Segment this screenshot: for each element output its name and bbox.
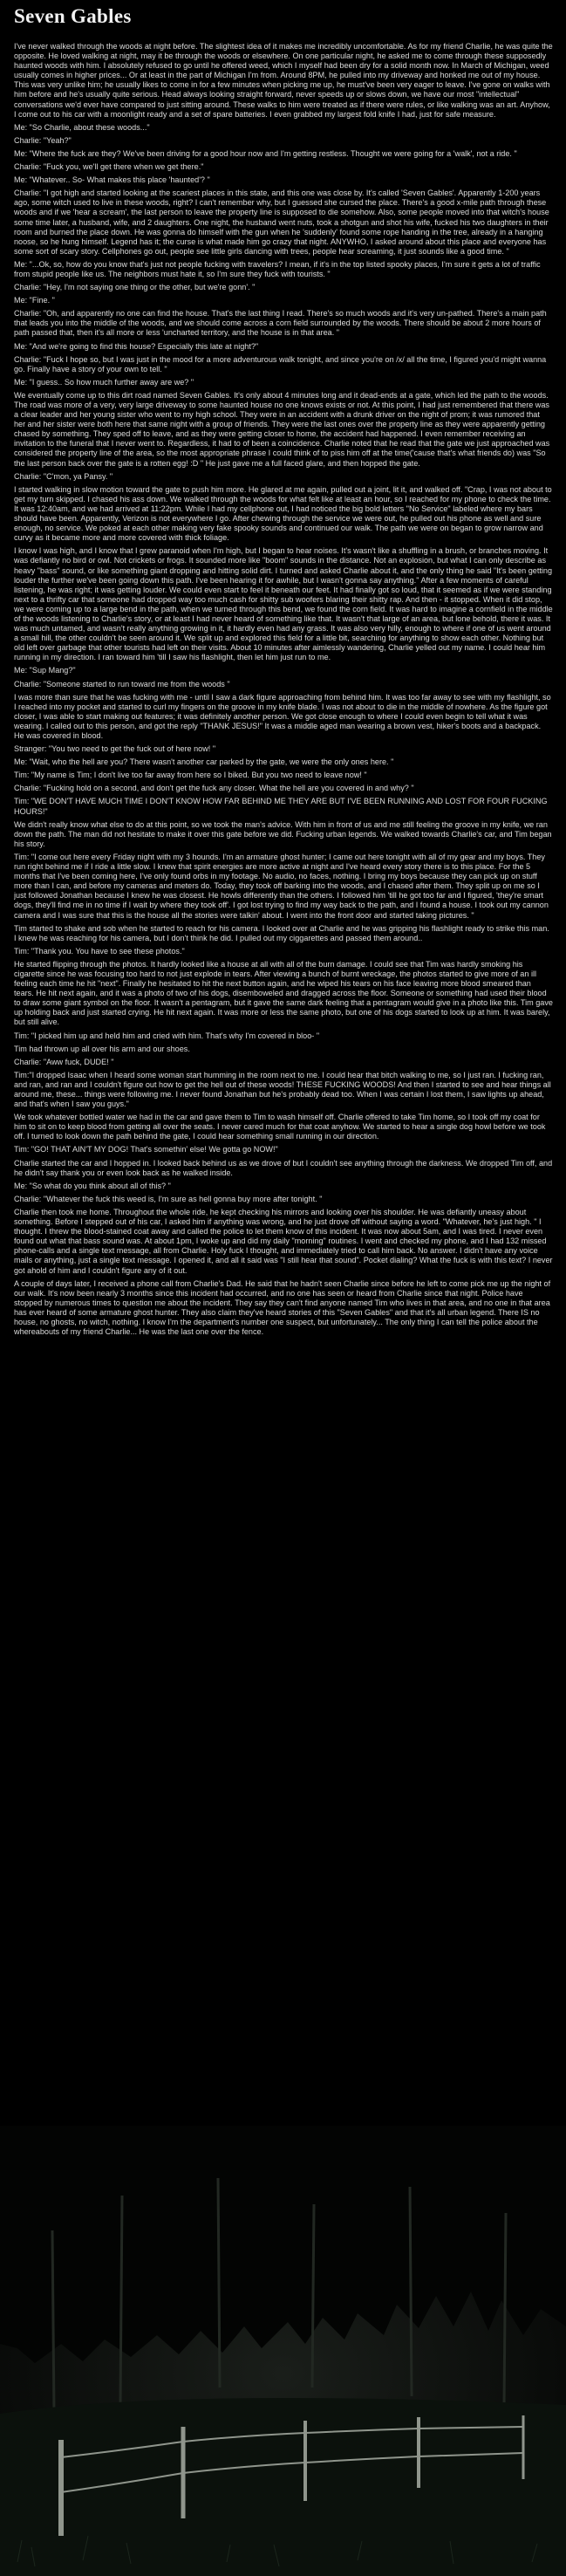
story-paragraph: Charlie: "Fuck I hope so, but I was just in the mood for a more adventurous walk tonight, and since you're on /x/ all the time, I figured you'd might wanna go. Finally have a story of your own to tell. " xyxy=(14,354,547,373)
story-paragraph: Me: "...Ok, so, how do you know that's just not people fucking with travelers? I mean, if it's in the top listed spooky places, I'm sure it gets a lot of traffic from stupid people like us. The neighbors must hate it, so I'm sure they fuck with tourists. " xyxy=(14,259,541,278)
story-title: Seven Gables xyxy=(14,5,132,27)
story-paragraph: Me: "Where the fuck are they? We've been driving for a good hour now and I'm getting restless. Thought we were going for a 'walk', not a ride. " xyxy=(14,148,517,158)
story-paragraph: Me: "Sup Mang?" xyxy=(14,666,76,675)
story-paragraph: Charlie: "Aww fuck, DUDE! " xyxy=(14,1057,114,1066)
story-body xyxy=(14,42,553,2112)
story-paragraph: Me: "Wait, who the hell are you? There wasn't another car parked by the gate, we were the only ones here. " xyxy=(14,757,394,767)
story-paragraph: Charlie: "Fucking hold on a second, and don't get the fuck any closer. What the hell are you covered in and why? " xyxy=(14,784,414,793)
story-paragraph: A couple of days later, I received a phone call from Charlie's Dad. He said that he hadn't seen Charlie since before he left to come pick me up the night of our walk. It's now been nearly 3 months since this incident had occurred, and no one has seen or heard from Charlie since that night. Police have stopped by numerous times to question me about the incident. They say they can't find anyone named Tim who lives in that area, and no one in that area has ever heard of some armature ghost hunter. They also claim they've heard stories of this "Seven Gables" and that it's all urban legend. There IS no house, no ghosts, no witch, nothing. I know I'm the department's number one suspect, but unfortunately... The only thing I can tell the police about the whereabouts of my friend Charlie... He was the last one over the fence. xyxy=(14,1278,551,1337)
story-paragraph: Charlie: "C'mon, ya Pansy. " xyxy=(14,471,113,481)
story-paragraph: Tim started to shake and sob when he started to reach for his camera. I looked over at Charlie and he was gripping his flashlight ready to strike this man. I knew he was reaching for his camera, but I don't think he did. I pulled out my ciggarettes and passed them around.. xyxy=(14,923,549,942)
story-paragraph: We eventually come up to this dirt road named Seven Gables. It's only about 4 minutes long and it dead-ends at a gate, which led the path to the woods. The road was more of a very, very large driveway to some haunted house no one knows exists or not. At this point, I had just remembered that there was a clear leader and her young sister who went to my high school. They were in an accident with a drunk driver on the night of prom; it was rumored that her and her sister were both here that same night with a group of friends. They were the last ones over the property line as they were apparently getting chased by something. They sped off to leave, and as they were getting closer to home, the accident had happened. I even remember receiving an invitation to the funeral that I never went to. Regardless, it had to of been a coincidence. Charlie noted that he read that the gate we just approached was considered the property line of the area, so the most appropriate phrase I could think of to piss him off at the time('cause that's what friends do) was "So the last person back over the gate is a rotten egg! :D " He just gave me a full faced glare, and then hopped the gate. xyxy=(14,390,550,468)
story-paragraph: Charlie: "I got high and started looking at the scariest places in this state, and this one was close by. It's called 'Seven Gables'. Apparently 1-200 years ago, some witch used to live in these woods, right? I can't remember why, but I guessed she cursed the place. There's a good x-mile path through these woods and if we 'hear a scream', the last person to leave the property line is supposed to die somehow. Also, some people moved into that witch's house some time later, a husband, wife, and 2 daughters. One night, the husband went nuts, took a shotgun and shot his wife, fucked his two daughters in their room and burned the place down. He was gonna do himself with the gun when he 'suddenly' found some rope handing in the tree, already in a hanging noose, so he hung himself. Legend has it; the curse is what made him go crazy that night. ANYWHO, I asked around about this place and everyone has some sort of scary story. Cellphones go out, people see little girls dancing with trees, people hear screaming, it just sounds like a good time. " xyxy=(14,188,549,256)
story-paragraph: Charlie: "Yeah?" xyxy=(14,135,72,145)
story-paragraph: Tim had thrown up all over his arm and our shoes. xyxy=(14,1044,190,1053)
story-paragraph: Charlie: "Oh, and apparently no one can find the house. That's the last thing I read. There's so much woods and it's very un-pathed. There's a main path that leads you into the middle of the woods, and we should come across a corn field surrounded by the woods. There should be about 2 more hours of path passed that, then it's all more or less 'uncharted territory, and the house is in that area. " xyxy=(14,309,547,338)
story-paragraph: Me: "So Charlie, about these woods..." xyxy=(14,122,150,132)
story-paragraph: Charlie: "Hey, I'm not saying one thing or the other, but we're gonn'. " xyxy=(14,283,256,292)
story-paragraph: I know I was high, and I know that I grew paranoid when I'm high, but I began to hear noises. It's wasn't like a shuffling in a brush, or branches moving. It was defiantly no bird or owl. Not crickets or frogs. It sounded more like "boom" sounds in the distance. Not an explosion, but what I can only describe as heavy "bass" sound, or like something giant dropping and hitting solid dirt. I turned and asked Charlie about it, and the only thing he said "It's been getting louder the further we've been going down this path. I've been hearing it for awhile, but I wasn't gonna say anything." After a few moments of careful listening, he was right; it was getting louder. We could even start to feel it beneath our feet. It had finally got so loud, that it seemed as if we were standing next to a thrifty car that someone had dropped way too much cash for shitty sub woofers blaring their shitty rap. And then - it stopped. When it did stop, we were coming up to a large bend in the path, when we turned through this bend, we found the corn field. It was hard to imagine a cornfield in the middle of the woods listening to Charlie's story, or at least I had never heard of something like that. It wasn't that large of an area, but lone behold, there it was. It was much untamed, and wasn't really anything growing in it, it hardly even had any grass. It was also very hilly, enough to where if one of us went around a small hill, the other couldn't be seen around it. We split up and explored this field for a little bit, searching for anything to show each other. Nothing but old left over garbage that other tourists had left on their visits. About 10 minutes after aimlessly wandering, Charlie yelled out my name. I could hear him running in my direction. I ran toward him 'till I saw his flashlight, then let him just run to me. xyxy=(14,546,553,662)
story-paragraph: Me: "Whatever.. So- What makes this place 'haunted'? " xyxy=(14,175,210,185)
story-paragraph: I've never walked through the woods at night before. The slightest idea of it makes me incredibly uncomfortable. As for my friend Charlie, he was quite the opposite. He loved walking at night, may it be through the woods or elsewhere. On one particular night, he asked me to come through these supposedly haunted woods with him. I absolutely refused to go until he offered weed, which I myself had been dry for a solid month now. In March of Michigan, weed usually comes in higher prices... Or at least in the part of Michigan I'm from. Around 8PM, he pulled into my driveway and honked me out of my house. This was very unlike him; he usually likes to come in for a few minutes when picking me up, he must've been very eager to leave. I've gone on walks with him before and he's usually quite serious. Head always looking straight forward, never speeds up or slows down, we have our most "intellectual" conversations we'd ever have compared to just sitting around. These walks to him were treated as if there were rules, or like walking was an art. Anyhow, I come out to his car with a moonlight ready and a set of spare batteries. I even grabbed my largest fold knife I had, just for safe measure. xyxy=(14,42,553,119)
story-paragraph: Tim: "GO! THAT AIN'T MY DOG! That's somethin' else! We gotta go NOW!" xyxy=(14,1145,278,1154)
story-paragraph: He started flipping through the photos. It hardly looked like a house at all with all of the burn damage. I could see that Tim was hardly smoking his cigarette since he was focusing too hard to not just explode in tears. After viewing a bunch of burnt wreckage, the photos started to give more of an ill feeling each time he hit "next". Finally he hesitated to hit the next button again, and he wiped his tears on his face leaving more blood smeared than tears. He hit next again, and it was a photo of two of his dogs, disemboweled and dragged across the floor. Someone or something had used their blood to draw some giant symbol on the floor. It wasn't a pentagram, but it gave the same dark feeling that a pentagram would give in a photo like this. Tim gave up holding back and just started crying. He hit next again. It was more or less the same photo, but one of his dogs started to look up at him. It was barely, but still alive. xyxy=(14,959,553,1027)
story-paragraph: Tim: "Thank you. You have to see these photos." xyxy=(14,946,185,956)
story-paragraph: Me: "Fine. " xyxy=(14,296,55,305)
story-paragraph: I was more than sure that he was fucking with me - until I saw a dark figure approaching from behind him. It was too far away to see with my flashlight, so I reached into my pocket and started to curl my fingers on the groove in my knife blade. I was not about to die in the middle of nowhere. As the figure got closer, I was able to start making out features; it was definitely another person. We got close enough to where I could even begin to tell what it was wearing. I called out to this person, and got the reply "THANK JESUS!" It was a middle aged man wearing a brown vest, hiker's boots and a backpack. He was covered in blood. xyxy=(14,692,551,740)
story-paragraph: Tim: "I picked him up and held him and cried with him. That's why I'm covered in bloo- " xyxy=(14,1031,320,1040)
story-paragraph: We took whatever bottled water we had in the car and gave them to Tim to wash himself off. Charlie offered to take Tim home, so I took off my coat for him to sit on to keep blood from getting all over the seats. I never cared much for that coat anyhow. We started to hear a single dog howl before we took off. I turned to look down the path behind the gate, I could hear something small running in our direction. xyxy=(14,1113,546,1141)
story-paragraph: Me: "I guess.. So how much further away are we? " xyxy=(14,377,194,387)
story-paragraph: Charlie: "Fuck you, we'll get there when we get there." xyxy=(14,162,204,172)
story-paragraph: Charlie then took me home. Throughout the whole ride, he kept checking his mirrors and looking over his shoulder. He was defiantly uneasy about something. Before I stepped out of his car, I asked him if anything was wrong, and he just drove off without saying a word. "Whatever, he's just high. " I thought. I threw the blood-stained coat away and called the police to let them know of this incident. It was now about 5am, and I was tired. I never even found out what that bass sound was. At about 1pm, I woke up and did my daily "morning" routines. I went and checked my phone, and I had 132 missed phone-calls and a single text message, all from Charlie. Holy fuck I thought, and immediately tried to call him back. No answer. I didn't have any voice mails or anything, just a single text message. I opened it, and all it said was "I still hear that sound". Pocket dialing? What the fuck is with this text? I never got ahold of him and I couldn't figure any of it out. xyxy=(14,1207,553,1275)
story-paragraph: Tim: "I come out here every Friday night with my 3 hounds. I'm an armature ghost hunter; I came out here tonight with all of my gear and my boys. They run right behind me if I ride a little slow. I knew that spirit energies are more active at night and I've heard every story there is to this place. For the 5 months that I've been coming here, I've only found orbs in my footage. No audio, no faces, nothing. I bring my boys because they can pick up on stuff more than I can, and before my cameras and meters do. Today, they took off barking into the woods, and I chased after them. They split up on me so I just followed Jonathan because I knew he was closest. He howls differently than the others. I followed him 'till he got too far and I figured, 'they're smart dogs, they'll find me in no time if I wait by where they took off'. I got lost trying to find my way back to the path, and I found a house. I took out my cannon camera and I was sure that this is the house all the stories were talkin' about. I went into the front door and started taking pictures. " xyxy=(14,852,549,920)
story-paragraph: Tim: "WE DON'T HAVE MUCH TIME I DON'T KNOW HOW FAR BEHIND ME THEY ARE BUT I'VE BEEN RUNNING AND LOST FOR FOUR FUCKING HOURS!" xyxy=(14,797,548,816)
story-paragraph: Charlie: "Someone started to run toward me from the woods " xyxy=(14,679,230,689)
story-paragraph: We didn't really know what else to do at this point, so we took the man's advice. With him in front of us and me still feeling the groove in my knife, we ran down the path. The man did not hesitate to make it over this gate before we did. Fucking urban legends. We walked towards Charlie's car, and Tim began his story. xyxy=(14,819,552,848)
night-forest-fence-photo xyxy=(0,2126,566,2576)
story-paragraph: Me: "And we're going to find this house? Especially this late at night?" xyxy=(14,341,259,351)
story-paragraph: Charlie started the car and I hopped in. I looked back behind us as we drove of but I couldn't see anything through the darkness. We dropped Tim off, and he didn't say thank you or even look back as he walked inside. xyxy=(14,1158,553,1177)
story-paragraph: Stranger: "You two need to get the fuck out of here now! " xyxy=(14,744,216,754)
story-paragraph: Tim:"I dropped Isaac when I heard some woman start humming in the room next to me. I could hear that bitch walking to me, so I just ran. I fucking ran, and ran, and ran and I couldn't figure out how to get the hell out of these woods! THESE FUCKING WOODS! And then I started to see and hear things all around me, these... things were following me. I never found Jonathan but he's probably dead too. When I was certain I lost them, I saw lights up ahead, and that's when I saw you guys." xyxy=(14,1070,551,1109)
story-paragraph: Charlie: "Whatever the fuck this weed is, I'm sure as hell gonna buy more after tonight. " xyxy=(14,1194,323,1203)
story-paragraph: Tim: "My name is Tim; I don't live too far away from here so I biked. But you two need to leave now! " xyxy=(14,771,367,780)
story-paragraph: Me: "So what do you think about all of this? " xyxy=(14,1181,171,1190)
story-paragraph: I started walking in slow motion toward the gate to push him more. He glared at me again, pulled out a joint, lit it, and walked off. "Crap, I was not about to get my turn skipped. I chased his ass down. We walked through the woods for what felt like at least an hour, so I reached for my phone to check the time. It was 12:40am, and we had arrived at 11:22pm. While I had my cellphone out, I had noticed the big bold letters "No Service" labeled where my bars should have been. Apparently, Verizon is not everywhere I go. After chewing through the service we were out, he pulled out his phone as well and sure enough, no service. We poked at each other making very fake spooky sounds and continued our walk. The path we were on began to grow narrow and curvy as it became more and more covered with thick foliage. xyxy=(14,484,552,543)
